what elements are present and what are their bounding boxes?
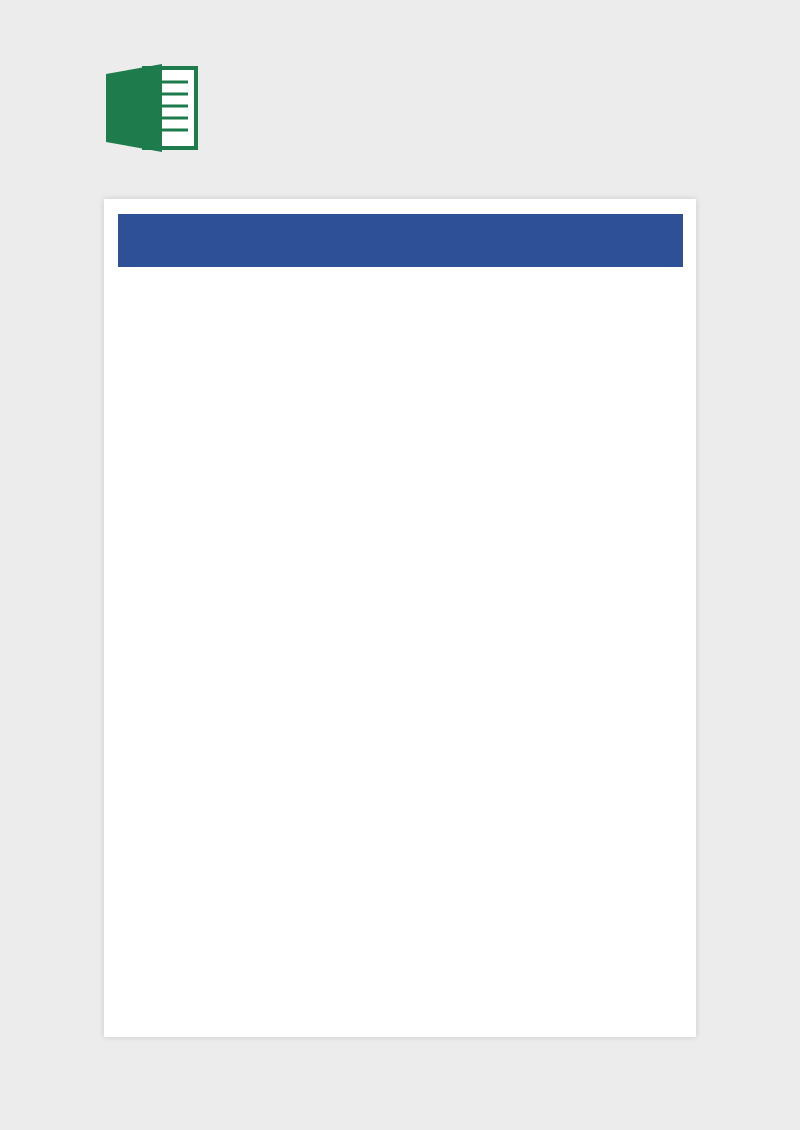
registration-form: [117, 286, 683, 1026]
excel-logo-icon: [106, 62, 202, 154]
form-title: [118, 214, 683, 267]
form-grid: [117, 286, 683, 1026]
